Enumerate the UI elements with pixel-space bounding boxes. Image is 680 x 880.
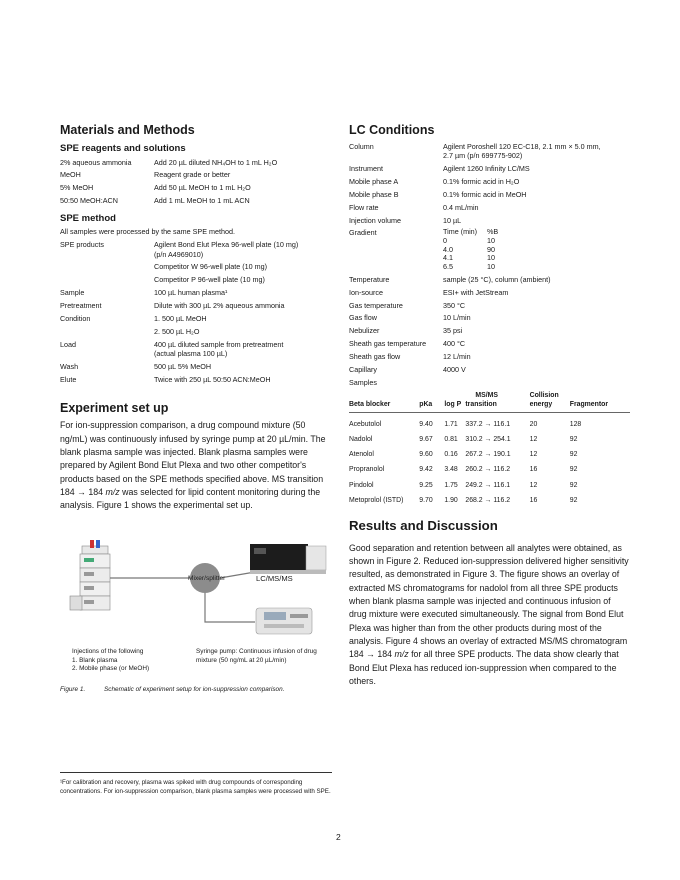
lc-conditions-title: LC Conditions <box>349 123 435 137</box>
table-cell: 9.40 <box>419 420 433 428</box>
reagent-key: 5% MeOH <box>60 183 94 193</box>
reagents-table <box>60 156 332 208</box>
reagent-key: MeOH <box>60 170 81 180</box>
table-cell: 12 <box>529 451 538 459</box>
gradient-cell: 4.0 <box>443 244 453 254</box>
results-paragraph: Good separation and retention between all analytes were obtained, as shown in Figure 2. Reduced ion-suppression delivered higher sensitivity resulted, as demonstrated in Figure 3. The figure shows an overlay of extracted MS chromatograms for nadolol from all three SPE products when blank plasma sample was injected and continuous infusion of drug mixture were executed simultaneously. The signal from Bond Elut Plexa was higher than from the other products during most of the analysis. Figure 4 shows an overlay of extracted MS/MS chromatogram 184 → 184 m/z for all three SPE products. The data show clearly that Bond Elut Plexa has reduced ion-suppression when compared to the others. <box>349 542 629 686</box>
spe-method-value: 400 µL diluted sample from pretreatment (actual plasma 100 µL) <box>154 339 284 359</box>
ms-condition-key: Gas temperature <box>349 300 403 310</box>
results-title: Results and Discussion <box>349 517 498 533</box>
ms-condition-value: 350 °C <box>443 300 466 310</box>
gradient-table <box>443 227 629 273</box>
table-cell: 267.2 → 190.1 <box>465 451 511 459</box>
lc-condition-key: Mobile phase A <box>349 176 399 186</box>
ms-instrument-icon <box>250 544 326 574</box>
spe-method-table <box>60 238 332 386</box>
table-cell: 16 <box>529 496 538 504</box>
table-cell: 9.70 <box>419 496 433 504</box>
table-cell: Metoprolol (ISTD) <box>349 496 404 504</box>
table-cell: 268.2 → 116.2 <box>465 496 511 504</box>
table-cell: 92 <box>569 451 578 459</box>
gradient-header-cell: Time (min) <box>443 227 478 237</box>
figure-1 <box>60 532 332 682</box>
spe-method-value: Competitor W 96-well plate (10 mg) <box>154 262 268 272</box>
gradient-block: Gradient Time (min) %B 0 10 4.0 90 4.1 10 6.5 10 <box>349 227 629 273</box>
ms-condition-value: 400 °C <box>443 339 466 349</box>
spe-method-title: SPE method <box>60 212 116 224</box>
gradient-cell: 10 <box>487 261 495 271</box>
table-cell: Atenolol <box>349 451 374 459</box>
lc-condition-value: Agilent 1260 Infinity LC/MS <box>443 163 530 173</box>
ms-condition-value: 10 L/min <box>443 313 471 323</box>
table-cell: 249.2 → 116.1 <box>465 481 511 489</box>
table-cell: 310.2 → 254.1 <box>465 436 511 444</box>
injections-note: Injections of the following 1. Blank plasma 2. Mobile phase (or MeOH) <box>72 648 150 673</box>
ms-conditions-table <box>349 273 629 389</box>
lc-condition-key: Instrument <box>349 163 383 173</box>
table-header-cell: Beta blocker <box>349 400 391 408</box>
reagent-value: Add 20 µL diluted NH₄OH to 1 mL H₂O <box>154 157 278 167</box>
table-cell: Pindolol <box>349 481 374 489</box>
spe-method-key: Condition <box>60 314 91 323</box>
spe-method-value: 100 µL human plasma¹ <box>154 288 228 298</box>
table-cell: Propranolol <box>349 466 385 474</box>
reagent-key: 50:50 MeOH:ACN <box>60 196 118 206</box>
samples-table <box>349 392 630 504</box>
lc-condition-key: Flow rate <box>349 202 379 212</box>
spe-method-key: Elute <box>60 375 77 385</box>
table-header-cell: MS/MS transition <box>465 392 498 408</box>
table-row <box>349 443 630 458</box>
lc-condition-value: 0.1% formic acid in H₂O <box>443 176 520 186</box>
gradient-cell: 10 <box>487 236 495 246</box>
ms-condition-key: Sheath gas flow <box>349 352 401 362</box>
ms-condition-value: 4000 V <box>443 365 466 375</box>
gradient-cell: 10 <box>487 253 495 263</box>
syringe-pump-icon <box>256 608 312 634</box>
spe-method-key <box>60 274 154 287</box>
experiment-title: Experiment set up <box>60 401 169 416</box>
gradient-cell: 4.1 <box>443 253 453 263</box>
ms-condition-key: Capillary <box>349 365 377 375</box>
lc-condition-value: 0.1% formic acid in MeOH <box>443 189 527 199</box>
spe-method-value: Twice with 250 µL 50:50 ACN:MeOH <box>154 375 271 385</box>
reagent-value: Reagent grade or better <box>154 170 231 180</box>
right-column <box>349 122 629 688</box>
spe-method-key: Pretreatment <box>60 301 102 311</box>
table-cell: 9.67 <box>419 436 433 444</box>
experiment-paragraph: For ion-suppression comparison, a drug compound mixture (50 ng/mL) was continuously infused by syringe pump at 20 µL/min. The blank plasma sample was injected. Blank plasma samples were prepared by Agilent Bond Elut Plexa and two other competitor's products based on the SPE methods specified above. MS transition 184 → 184 m/z was selected for lipid content monitoring during the analysis. Figure 1 shows the experimental set up. <box>60 420 326 511</box>
table-cell: 0.81 <box>444 436 458 444</box>
spe-method-value: 2. 500 µL H₂O <box>154 326 200 336</box>
ms-condition-value: sample (25 °C), column (ambient) <box>443 274 551 284</box>
table-cell: 9.42 <box>419 466 433 474</box>
lc-condition-value: 0.4 mL/min <box>443 202 479 212</box>
table-row <box>349 473 630 488</box>
ms-condition-key: Temperature <box>349 274 390 284</box>
page-number: 2 <box>336 832 341 842</box>
spe-method-value: 1. 500 µL MeOH <box>154 314 207 323</box>
table-cell: 9.60 <box>419 451 433 459</box>
ms-condition-key: Gas flow <box>349 313 377 323</box>
footnote: ¹For calibration and recovery, plasma was spiked with drug compounds of corresponding concentrations. For ion-suppression comparison, blank plasma samples were processed with SPE. <box>60 779 331 795</box>
table-row <box>349 458 630 473</box>
table-cell: 92 <box>569 436 578 444</box>
ms-condition-value: ESI+ with JetStream <box>443 287 509 297</box>
gradient-header-cell: %B <box>487 227 499 237</box>
table-cell: 1.75 <box>444 481 458 489</box>
table-row <box>349 489 630 504</box>
spe-method-key: Wash <box>60 362 79 372</box>
spe-method-value: Dilute with 300 µL 2% aqueous ammonia <box>154 301 285 311</box>
gradient-cell: 6.5 <box>443 261 453 271</box>
ms-condition-key: Nebulizer <box>349 326 380 336</box>
left-column <box>60 122 332 695</box>
ms-condition-value: 12 L/min <box>443 352 471 362</box>
spe-method-intro: All samples were processed by the same SPE method. <box>60 227 235 237</box>
table-header-cell: pKa <box>419 400 433 408</box>
table-cell: 260.2 → 116.2 <box>465 466 511 474</box>
table-cell: Acebutolol <box>349 420 382 428</box>
table-header-cell: log P <box>444 400 462 408</box>
spe-method-value: 500 µL 5% MeOH <box>154 362 212 372</box>
table-cell: 0.16 <box>444 451 458 459</box>
table-cell: 337.2 → 116.1 <box>465 420 511 428</box>
ms-condition-key: Sheath gas temperature <box>349 339 427 349</box>
materials-title: Materials and Methods <box>60 123 195 137</box>
lc-condition-key: Injection volume <box>349 215 401 225</box>
table-row <box>349 428 630 443</box>
reagent-value: Add 50 µL MeOH to 1 mL H₂O <box>154 183 251 193</box>
ms-condition-key: Samples <box>349 377 377 387</box>
spe-method-key: Load <box>60 339 76 349</box>
figure-1-caption: Figure 1. Schematic of experiment setup for ion-suppression comparison. <box>60 686 285 694</box>
spe-method-key <box>60 325 154 338</box>
table-cell: 92 <box>569 481 578 489</box>
ms-condition-value <box>443 376 629 389</box>
lc-condition-key: Column <box>349 141 374 151</box>
lc-condition-value: 10 µL <box>443 215 462 225</box>
reagents-title: SPE reagents and solutions <box>60 143 186 154</box>
lcms-label: LC/MS/MS <box>256 574 293 584</box>
table-cell: 12 <box>529 481 538 489</box>
table-cell: 9.25 <box>419 481 433 489</box>
ms-condition-key: Ion-source <box>349 287 383 297</box>
lc-conditions-table <box>349 140 629 227</box>
spe-method-key: Sample <box>60 288 85 298</box>
reagent-key: 2% aqueous ammonia <box>60 157 132 167</box>
reagent-value: Add 1 mL MeOH to 1 mL ACN <box>154 196 250 206</box>
mixer-label: Mixer/splitter <box>188 575 226 583</box>
gradient-cell: 90 <box>487 244 495 254</box>
table-cell: 128 <box>569 420 582 428</box>
lc-stack-icon <box>70 540 110 610</box>
lc-condition-key: Mobile phase B <box>349 189 399 199</box>
table-cell: 1.71 <box>444 420 458 428</box>
table-cell: 1.90 <box>444 496 458 504</box>
spe-method-value: Competitor P 96-well plate (10 mg) <box>154 275 265 285</box>
gradient-cell: 0 <box>443 236 447 246</box>
table-cell: 12 <box>529 436 538 444</box>
table-header-cell: Fragmentor <box>569 400 609 408</box>
table-cell: 20 <box>529 420 538 428</box>
spe-method-value: Agilent Bond Elut Plexa 96-well plate (10 mg) (p/n A4969010) <box>154 240 299 259</box>
table-cell: 3.48 <box>444 466 458 474</box>
ms-condition-value: 35 psi <box>443 326 463 336</box>
footnote-divider <box>60 772 332 773</box>
table-cell: 92 <box>569 466 578 474</box>
table-header-cell: Collision energy <box>529 392 559 408</box>
spe-method-key <box>60 261 154 274</box>
syringe-note: Syringe pump: Continuous infusion of drug mixture (50 ng/mL at 20 µL/min) <box>196 648 317 664</box>
table-cell: 92 <box>569 496 578 504</box>
table-cell: Nadolol <box>349 436 373 444</box>
table-row <box>349 413 630 428</box>
lc-condition-value: Agilent Poroshell 120 EC-C18, 2.1 mm × 5.0 mm, 2.7 µm (p/n 699775-902) <box>443 141 601 161</box>
table-cell: 16 <box>529 466 538 474</box>
spe-method-key: SPE products <box>60 240 104 250</box>
